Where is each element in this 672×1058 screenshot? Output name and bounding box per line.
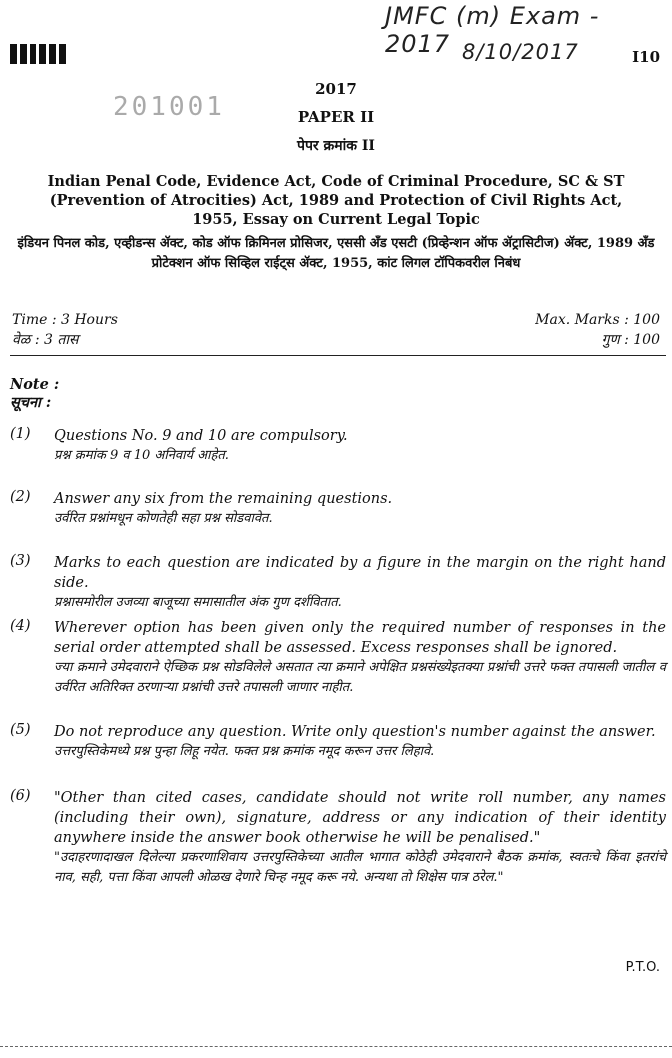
subject-marathi: इंडियन पिनल कोड, एव्हीडन्स ॲक्ट, कोड ऑफ क्रिमिनल प्रोसिजर, एससी ॲंड एसटी (प्रिव्हेन्शन ऑफ ॲट्रासिटीज) ॲक्ट, 1989 ॲंड प्रोटेक्शन ऑफ सिव्हिल राईट्स ॲक्ट, 1955, कांट लिगल टॉपिकवरील निबंध bbox=[17, 236, 655, 271]
paper-code: I10 bbox=[632, 48, 660, 66]
instruction-marathi: उत्तरपुस्तिकेमध्ये प्रश्न पुन्हा लिहू नयेत. फक्त प्रश्न क्रमांक नमूद करून उत्तर लिहावे. bbox=[54, 744, 435, 759]
instruction-item bbox=[10, 618, 666, 698]
instruction-item bbox=[10, 722, 666, 762]
handwritten-date: 8/10/2017 bbox=[462, 40, 579, 64]
instruction-english: "Other than cited cases, candidate should not write roll number, any names (including their own), signature, address or any indication of their identity anywhere inside the answer book otherwise he will be penalised." bbox=[54, 790, 666, 846]
max-marks-english: Max. Marks : 100 bbox=[535, 312, 660, 328]
instruction-item bbox=[10, 489, 666, 529]
max-marks-marathi: गुण : 100 bbox=[601, 332, 660, 348]
instruction-english: Answer any six from the remaining questions. bbox=[54, 491, 393, 507]
instruction-marathi: प्रश्नासमोरील उजव्या बाजूच्या समासातील अंक गुण दर्शवितात. bbox=[54, 595, 342, 610]
time-english: Time : 3 Hours bbox=[12, 312, 118, 328]
instruction-item bbox=[10, 553, 666, 613]
instruction-number: (3) bbox=[10, 553, 31, 569]
exam-year: 2017 bbox=[315, 80, 357, 98]
instruction-marathi: "उदाहरणादाखल दिलेल्या प्रकरणाशिवाय उत्तरपुस्तिकेच्या आतील भागात कोठेही उमेदवाराने बैठक क्रमांक, स्वतःचे किंवा इतरांचे नाव, सही, पत्ता किंवा आपली ओळख देणारे चिन्ह नमूद करू नये. अन्यथा तो शिक्षेस पात्र ठरेल." bbox=[54, 850, 666, 885]
subject-english: Indian Penal Code, Evidence Act, Code of Criminal Procedure, SC & ST (Prevention of Atrocities) Act, 1989 and Protection of Civil Rights Act, 1955, Essay on Current Legal Topic bbox=[47, 173, 625, 228]
barcode bbox=[10, 44, 66, 64]
instruction-number: (6) bbox=[10, 788, 31, 804]
instruction-item bbox=[10, 426, 666, 466]
instruction-marathi: ज्या क्रमाने उमेदवाराने ऐच्छिक प्रश्न सोडविलेले असतात त्या क्रमाने अपेक्षित प्रश्नसंख्येइतक्या प्रश्नांची उत्तरे फक्त तपासली जातील व उर्वरित अतिरिक्त ठरणाऱ्या प्रश्नांची उत्तरे तपासली जाणार नाहीत. bbox=[54, 660, 666, 695]
note-marathi: सूचना : bbox=[10, 394, 52, 411]
instruction-number: (2) bbox=[10, 489, 31, 505]
instruction-english: Do not reproduce any question. Write only question's number against the answer. bbox=[54, 724, 656, 740]
bottom-edge bbox=[0, 1046, 672, 1047]
instruction-number: (4) bbox=[10, 618, 31, 634]
instruction-english: Wherever option has been given only the required number of responses in the serial order attempted shall be assessed. Excess responses shall be ignored. bbox=[54, 620, 666, 656]
note-heading bbox=[10, 376, 59, 412]
note-english: Note : bbox=[10, 376, 60, 393]
handwritten-exam-note: JMFC (m) Exam - 2017 bbox=[385, 2, 600, 58]
time-marathi: वेळ : 3 तास bbox=[12, 332, 79, 348]
instruction-number: (1) bbox=[10, 426, 31, 442]
instruction-english: Marks to each question are indicated by a figure in the margin on the right hand side. bbox=[54, 555, 666, 591]
paper-title: PAPER II bbox=[297, 108, 375, 126]
instruction-number: (5) bbox=[10, 722, 31, 738]
serial-stamp: 201001 bbox=[113, 92, 225, 122]
divider bbox=[10, 355, 666, 356]
instruction-marathi: उर्वरित प्रश्नांमधून कोणतेही सहा प्रश्न सोडवावेत. bbox=[54, 511, 273, 526]
instruction-item bbox=[10, 788, 666, 888]
instruction-english: Questions No. 9 and 10 are compulsory. bbox=[54, 428, 348, 444]
please-turn-over: P.T.O. bbox=[625, 960, 660, 975]
instruction-marathi: प्रश्न क्रमांक 9 व 10 अनिवार्य आहेत. bbox=[54, 448, 229, 463]
paper-title-marathi: पेपर क्रमांक II bbox=[297, 138, 375, 154]
